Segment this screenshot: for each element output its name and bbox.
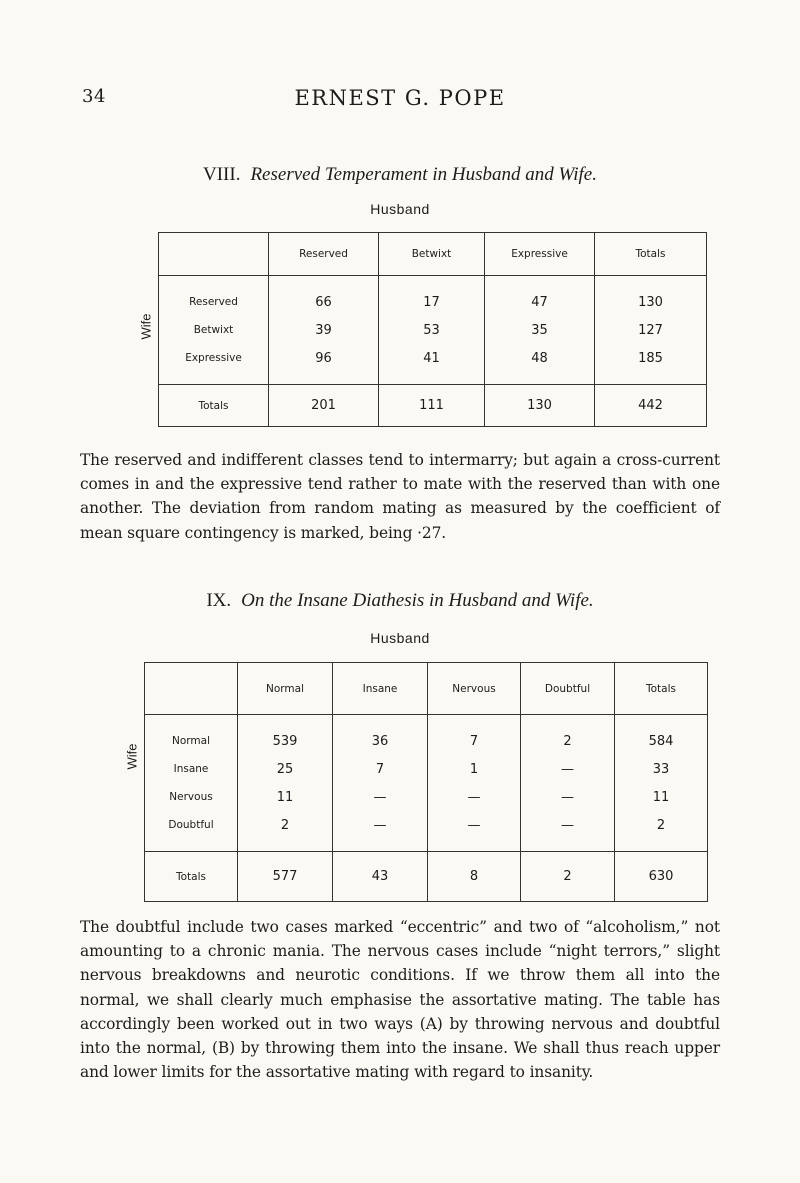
table9-totals-label: Totals	[145, 852, 238, 902]
table8-number: VIII.	[203, 164, 241, 185]
table9-header-row	[145, 663, 708, 715]
table8-wife-text: Wife	[138, 313, 154, 339]
table8-corner-cell	[159, 233, 269, 276]
table8-total: 442	[595, 385, 707, 427]
page-number: 34	[82, 86, 106, 107]
table9-col-header: Doubtful	[521, 663, 615, 715]
table9-row	[145, 811, 708, 852]
table8-totals-row	[159, 385, 707, 427]
table9-total: 43	[333, 852, 428, 902]
table8-header-row	[159, 233, 707, 276]
table8-total: 111	[379, 385, 485, 427]
table9-cell: 1	[428, 755, 521, 783]
table9-cell: 11	[615, 783, 708, 811]
table9-cell: —	[333, 811, 428, 852]
running-head	[80, 86, 720, 110]
table9-cell: 539	[238, 715, 333, 756]
table9-cell: 584	[615, 715, 708, 756]
table9-row-label: Nervous	[145, 783, 238, 811]
table9-col-header: Totals	[615, 663, 708, 715]
table9-col-header: Insane	[333, 663, 428, 715]
table9-totals-row	[145, 852, 708, 902]
table9-total: 630	[615, 852, 708, 902]
table8-row	[159, 316, 707, 344]
table8-husband-label: Husband	[370, 201, 430, 217]
table8-col-header: Betwixt	[379, 233, 485, 276]
table9-cell: —	[428, 811, 521, 852]
table8-cell: 127	[595, 316, 707, 344]
table8-caption	[0, 164, 800, 186]
table9-cell: —	[521, 783, 615, 811]
table8-col-header: Totals	[595, 233, 707, 276]
table9-title: On the Insane Diathesis in Husband and Wife.	[241, 590, 594, 611]
table9-caption	[0, 590, 800, 612]
table9-cell: —	[521, 811, 615, 852]
table8-cell: 48	[485, 344, 595, 385]
table9-cell: —	[521, 755, 615, 783]
table9-number: IX.	[206, 590, 232, 611]
table9-cell: 7	[428, 715, 521, 756]
table8-row	[159, 276, 707, 317]
table9-col-header: Nervous	[428, 663, 521, 715]
paragraph-1: The reserved and indifferent classes tend to intermarry; but again a cross-current comes in and the expressive tend rather to mate with the reserved than with one another. The deviation from random mating as measured by the coefficient of mean square contingency is marked, being ·27.	[80, 451, 720, 542]
paragraph-2: The doubtful include two cases marked “eccentric” and two of “alcoholism,” not amounting to a chronic mania. The nervous cases include “night terrors,” slight nervous breakdowns and neurotic conditions. If we throw them all into the normal, we shall clearly much emphasise the assortative mating. The table has accordingly been worked out in two ways (A) by throwing nervous and doubtful into the normal, (B) by throwing them into the insane. We shall thus reach upper and lower limits for the assortative mating with regard to insanity.	[80, 918, 720, 1082]
table8-cell: 39	[269, 316, 379, 344]
table8-cell: 66	[269, 276, 379, 317]
table9-col-header: Normal	[238, 663, 333, 715]
table9-wife-label	[122, 726, 142, 786]
table9-corner-cell	[145, 663, 238, 715]
table9-cell: 2	[615, 811, 708, 852]
table8-wife-label	[136, 296, 156, 356]
table9-cell: 33	[615, 755, 708, 783]
table8-row	[159, 344, 707, 385]
table8-cell: 96	[269, 344, 379, 385]
table8-row-label: Betwixt	[159, 316, 269, 344]
table9-husband-label: Husband	[370, 630, 430, 646]
table8-cell: 53	[379, 316, 485, 344]
table9-cell: 2	[521, 715, 615, 756]
table8-col-header: Reserved	[269, 233, 379, 276]
table9-total: 2	[521, 852, 615, 902]
table8-total: 130	[485, 385, 595, 427]
table8-total: 201	[269, 385, 379, 427]
table9-row-label: Doubtful	[145, 811, 238, 852]
table8-title: Reserved Temperament in Husband and Wife.	[250, 164, 597, 185]
running-head-author: ERNEST G. POPE	[294, 86, 506, 110]
table8-totals-label: Totals	[159, 385, 269, 427]
table8-cell: 41	[379, 344, 485, 385]
table9-cell: 36	[333, 715, 428, 756]
table8-cell: 185	[595, 344, 707, 385]
table9-cell: —	[333, 783, 428, 811]
table9-cell: 11	[238, 783, 333, 811]
table8-col-header: Expressive	[485, 233, 595, 276]
table9-cell: 2	[238, 811, 333, 852]
table8	[158, 232, 707, 427]
table9-cell: 7	[333, 755, 428, 783]
table9-row	[145, 783, 708, 811]
table9-cell: —	[428, 783, 521, 811]
table9-cell: 25	[238, 755, 333, 783]
table9-wife-text: Wife	[124, 743, 140, 769]
table8-cell: 35	[485, 316, 595, 344]
table9-row-label: Insane	[145, 755, 238, 783]
table9-row	[145, 715, 708, 756]
table9	[144, 662, 708, 902]
table9-row-label: Normal	[145, 715, 238, 756]
table8-row-label: Reserved	[159, 276, 269, 317]
table8-cell: 130	[595, 276, 707, 317]
table9-total: 8	[428, 852, 521, 902]
table8-cell: 47	[485, 276, 595, 317]
table8-cell: 17	[379, 276, 485, 317]
table9-row	[145, 755, 708, 783]
table9-total: 577	[238, 852, 333, 902]
table8-row-label: Expressive	[159, 344, 269, 385]
